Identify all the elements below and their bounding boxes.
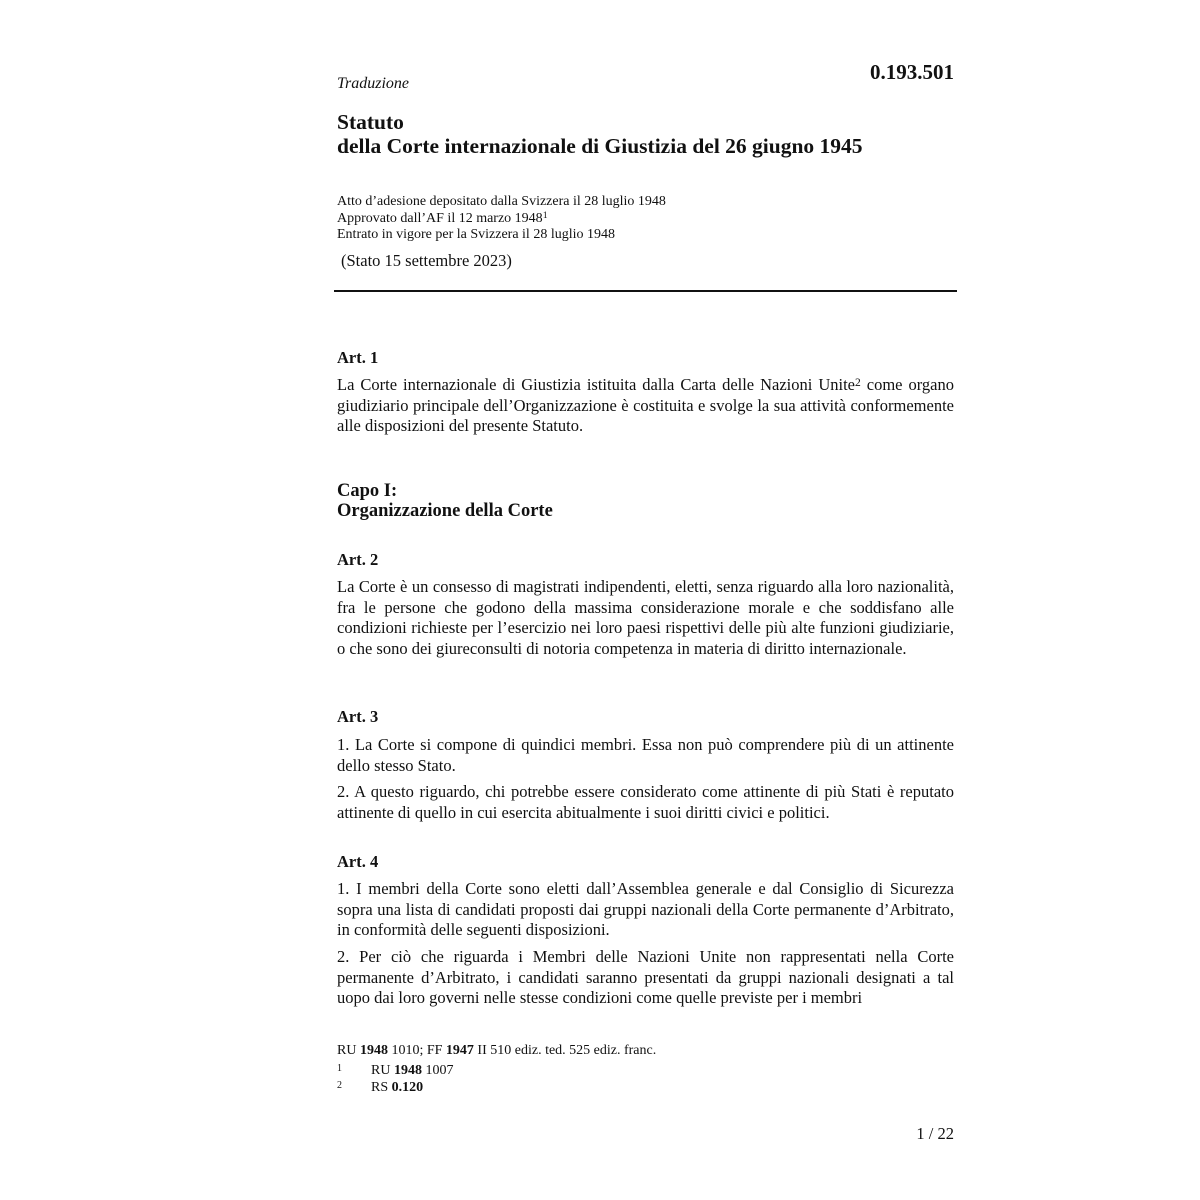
art-4-paragraph-2: 2. Per ciò che riguarda i Membri delle Nazioni Unite non rappresentati nella Corte permanente d’Arbitrato, i candidati saranno presentati da gruppi nazionali designati a tal uopo dai loro governi nelle stesse condizioni come quelle previste per i membri xyxy=(337,947,954,1007)
page-number: 1 / 22 xyxy=(916,1124,954,1143)
art-1-heading: Art. 1 xyxy=(337,348,379,367)
footnote-1-number: 1 xyxy=(337,1063,342,1074)
chapter-title: Organizzazione della Corte xyxy=(337,501,553,521)
footnote-year: 1947 xyxy=(445,1043,474,1058)
art-2-text: La Corte è un consesso di magistrati indipendenti, eletti, senza riguardo alla loro nazionalità, fra le persone che godono della massima considerazione morale e che soddisfano alle condizioni richieste per l’esercizio nei loro paesi rispettivi delle più alte funzioni giudiziarie, o che sono dei giureconsulti di notoria competenza in materia di diritto internazionale. xyxy=(337,577,954,658)
art-1-text xyxy=(337,375,954,437)
adhesion-line: Atto d’adesione depositato dalla Svizzera il 28 luglio 1948 xyxy=(337,194,666,209)
title-line-1: Statuto xyxy=(337,110,404,134)
entry-into-force-line: Entrato in vigore per la Svizzera il 28 luglio 1948 xyxy=(337,227,615,242)
footnote-2-number: 2 xyxy=(337,1080,342,1091)
footnote-text: RU xyxy=(337,1043,360,1058)
art-4-paragraph-1: 1. I membri della Corte sono eletti dall’Assemblea generale e dal Consiglio di Sicurezza sopra una lista di candidati proposti dai gruppi nazionali della Corte permanente d’Arbitrato, in conformità delle seguenti disposizioni. xyxy=(337,879,954,939)
footnote-text: 1007 xyxy=(421,1063,454,1078)
footnote-2 xyxy=(337,1080,423,1096)
art-4-heading: Art. 4 xyxy=(337,852,379,871)
footnote-year: 1948 xyxy=(359,1043,388,1058)
document-metadata xyxy=(337,194,666,244)
source-footnote xyxy=(337,1043,656,1059)
header-divider xyxy=(334,290,957,292)
title-line-2: della Corte internazionale di Giustizia del 26 giugno 1945 xyxy=(337,134,863,158)
art-1-text-part-b: come organo giudiziario principale dell’Organizzazione è costituita e svolge la sua attività conformemente alle disposizioni del presente Statuto. xyxy=(337,375,954,435)
art-3-heading: Art. 3 xyxy=(337,707,379,726)
approval-text: Approvato dall’AF il 12 marzo 1948 xyxy=(337,210,543,226)
footnote-text: II 510 ediz. ted. 525 ediz. franc. xyxy=(473,1043,657,1058)
status-date: (Stato 15 settembre 2023) xyxy=(341,251,512,270)
footnote-1 xyxy=(337,1063,453,1079)
document-number: 0.193.501 xyxy=(870,60,954,84)
art-3-paragraph-2: 2. A questo riguardo, chi potrebbe essere considerato come attinente di più Stati è reputato attinente di quello in cui esercita abitualmente i suoi diritti civici e politici. xyxy=(337,782,954,822)
footnote-year: 1948 xyxy=(393,1063,422,1078)
approval-line xyxy=(337,211,666,228)
translation-label: Traduzione xyxy=(337,75,410,92)
footnote-ref-2[interactable]: 2 xyxy=(854,377,861,389)
chapter-number: Capo I: xyxy=(337,481,398,501)
footnote-text: RU xyxy=(371,1063,394,1078)
art-2-heading: Art. 2 xyxy=(337,550,379,569)
footnote-text: 1010; FF xyxy=(387,1043,446,1058)
footnote-text: RS xyxy=(371,1080,392,1095)
art-3-paragraph-1: 1. La Corte si compone di quindici membri. Essa non può comprendere più di un attinente dello stesso Stato. xyxy=(337,735,954,775)
footnote-ref-1[interactable]: 1 xyxy=(542,209,548,221)
art-1-text-part-a: La Corte internazionale di Giustizia istituita dalla Carta delle Nazioni Unite xyxy=(337,375,855,394)
chapter-heading xyxy=(337,481,553,521)
footnote-reference[interactable]: 0.120 xyxy=(391,1080,424,1095)
document-title xyxy=(337,110,863,158)
